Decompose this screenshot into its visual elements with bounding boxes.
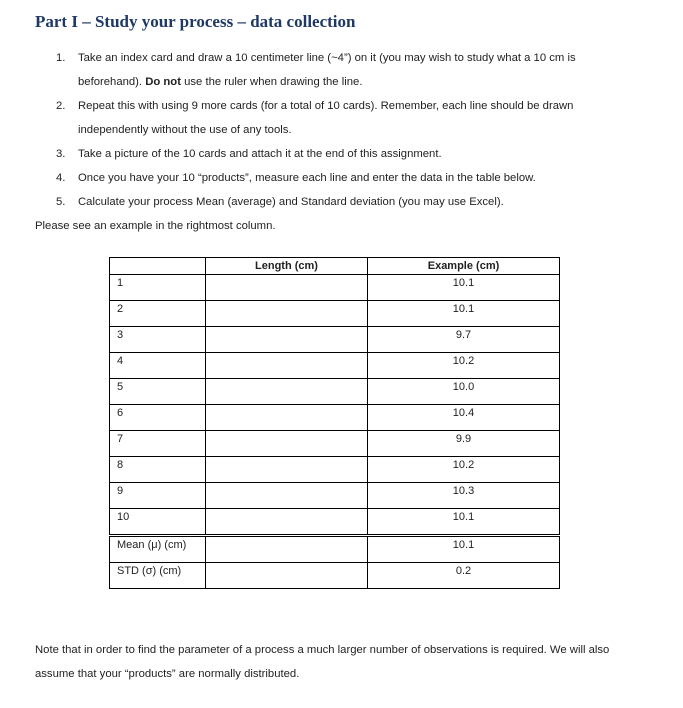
footer-note: Note that in order to find the parameter of a process a much larger number of observations is required. We will also assume that your “products” are normally distributed. <box>35 644 610 680</box>
length-cell[interactable] <box>206 327 368 353</box>
example-cell: 10.4 <box>368 405 560 431</box>
step-3 <box>56 142 638 166</box>
table-row <box>110 457 560 483</box>
step-number: 3. <box>56 148 66 160</box>
length-cell[interactable] <box>206 353 368 379</box>
page-title: Part I – Study your process – data collection <box>35 12 356 31</box>
table-header-row <box>110 258 560 275</box>
row-label: 4 <box>110 353 206 379</box>
step-emphasis: Do not <box>145 76 181 88</box>
row-label: STD (σ) (cm) <box>110 563 206 589</box>
row-label: 7 <box>110 431 206 457</box>
row-label: 2 <box>110 301 206 327</box>
step-text: Repeat this with using 9 more cards (for a total of 10 cards). Remember, each line should be drawn independently without the use of any tools. <box>78 100 574 136</box>
example-cell: 0.2 <box>368 563 560 589</box>
length-cell[interactable] <box>206 301 368 327</box>
example-cell: 10.3 <box>368 483 560 509</box>
example-cell: 9.7 <box>368 327 560 353</box>
example-cell: 10.1 <box>368 536 560 563</box>
stats-row <box>110 563 560 589</box>
step-5 <box>56 190 638 214</box>
table-row <box>110 431 560 457</box>
instruction-list <box>56 46 638 214</box>
table-row <box>110 301 560 327</box>
table-row <box>110 327 560 353</box>
row-label: 3 <box>110 327 206 353</box>
row-label: 6 <box>110 405 206 431</box>
stats-row <box>110 536 560 563</box>
row-label: 10 <box>110 509 206 536</box>
row-label: 9 <box>110 483 206 509</box>
row-label: 1 <box>110 275 206 301</box>
step-text: Take an index card and draw a 10 centimeter line (~4”) on it (you may wish to study what a 10 cm is beforehand). <box>78 52 576 88</box>
example-cell: 10.2 <box>368 457 560 483</box>
step-text: Once you have your 10 “products”, measure each line and enter the data in the table below. <box>78 172 536 184</box>
table-row <box>110 509 560 536</box>
header-length: Length (cm) <box>206 258 368 275</box>
length-cell[interactable] <box>206 509 368 536</box>
header-index <box>110 258 206 275</box>
table-row <box>110 353 560 379</box>
example-cell: 10.1 <box>368 509 560 536</box>
step-2 <box>56 94 638 142</box>
step-4 <box>56 166 638 190</box>
example-cell: 10.2 <box>368 353 560 379</box>
table-row <box>110 405 560 431</box>
data-table <box>109 257 560 589</box>
step-text: Take a picture of the 10 cards and attach it at the end of this assignment. <box>78 148 442 160</box>
length-cell[interactable] <box>206 457 368 483</box>
length-cell[interactable] <box>206 563 368 589</box>
table-row <box>110 275 560 301</box>
length-cell[interactable] <box>206 431 368 457</box>
row-label: Mean (μ) (cm) <box>110 536 206 563</box>
step-1 <box>56 46 638 94</box>
length-cell[interactable] <box>206 483 368 509</box>
step-number: 5. <box>56 196 66 208</box>
row-label: 8 <box>110 457 206 483</box>
step-number: 1. <box>56 52 66 64</box>
step-text: use the ruler when drawing the line. <box>180 76 363 88</box>
row-label: 5 <box>110 379 206 405</box>
length-cell[interactable] <box>206 405 368 431</box>
example-cell: 10.1 <box>368 275 560 301</box>
length-cell[interactable] <box>206 275 368 301</box>
table-row <box>110 379 560 405</box>
example-cell: 10.0 <box>368 379 560 405</box>
example-cell: 10.1 <box>368 301 560 327</box>
step-number: 4. <box>56 172 66 184</box>
step-text: Calculate your process Mean (average) and Standard deviation (you may use Excel). <box>78 196 504 208</box>
example-cell: 9.9 <box>368 431 560 457</box>
header-example: Example (cm) <box>368 258 560 275</box>
length-cell[interactable] <box>206 536 368 563</box>
step-number: 2. <box>56 100 66 112</box>
example-note: Please see an example in the rightmost column. <box>35 220 276 232</box>
table-row <box>110 483 560 509</box>
length-cell[interactable] <box>206 379 368 405</box>
